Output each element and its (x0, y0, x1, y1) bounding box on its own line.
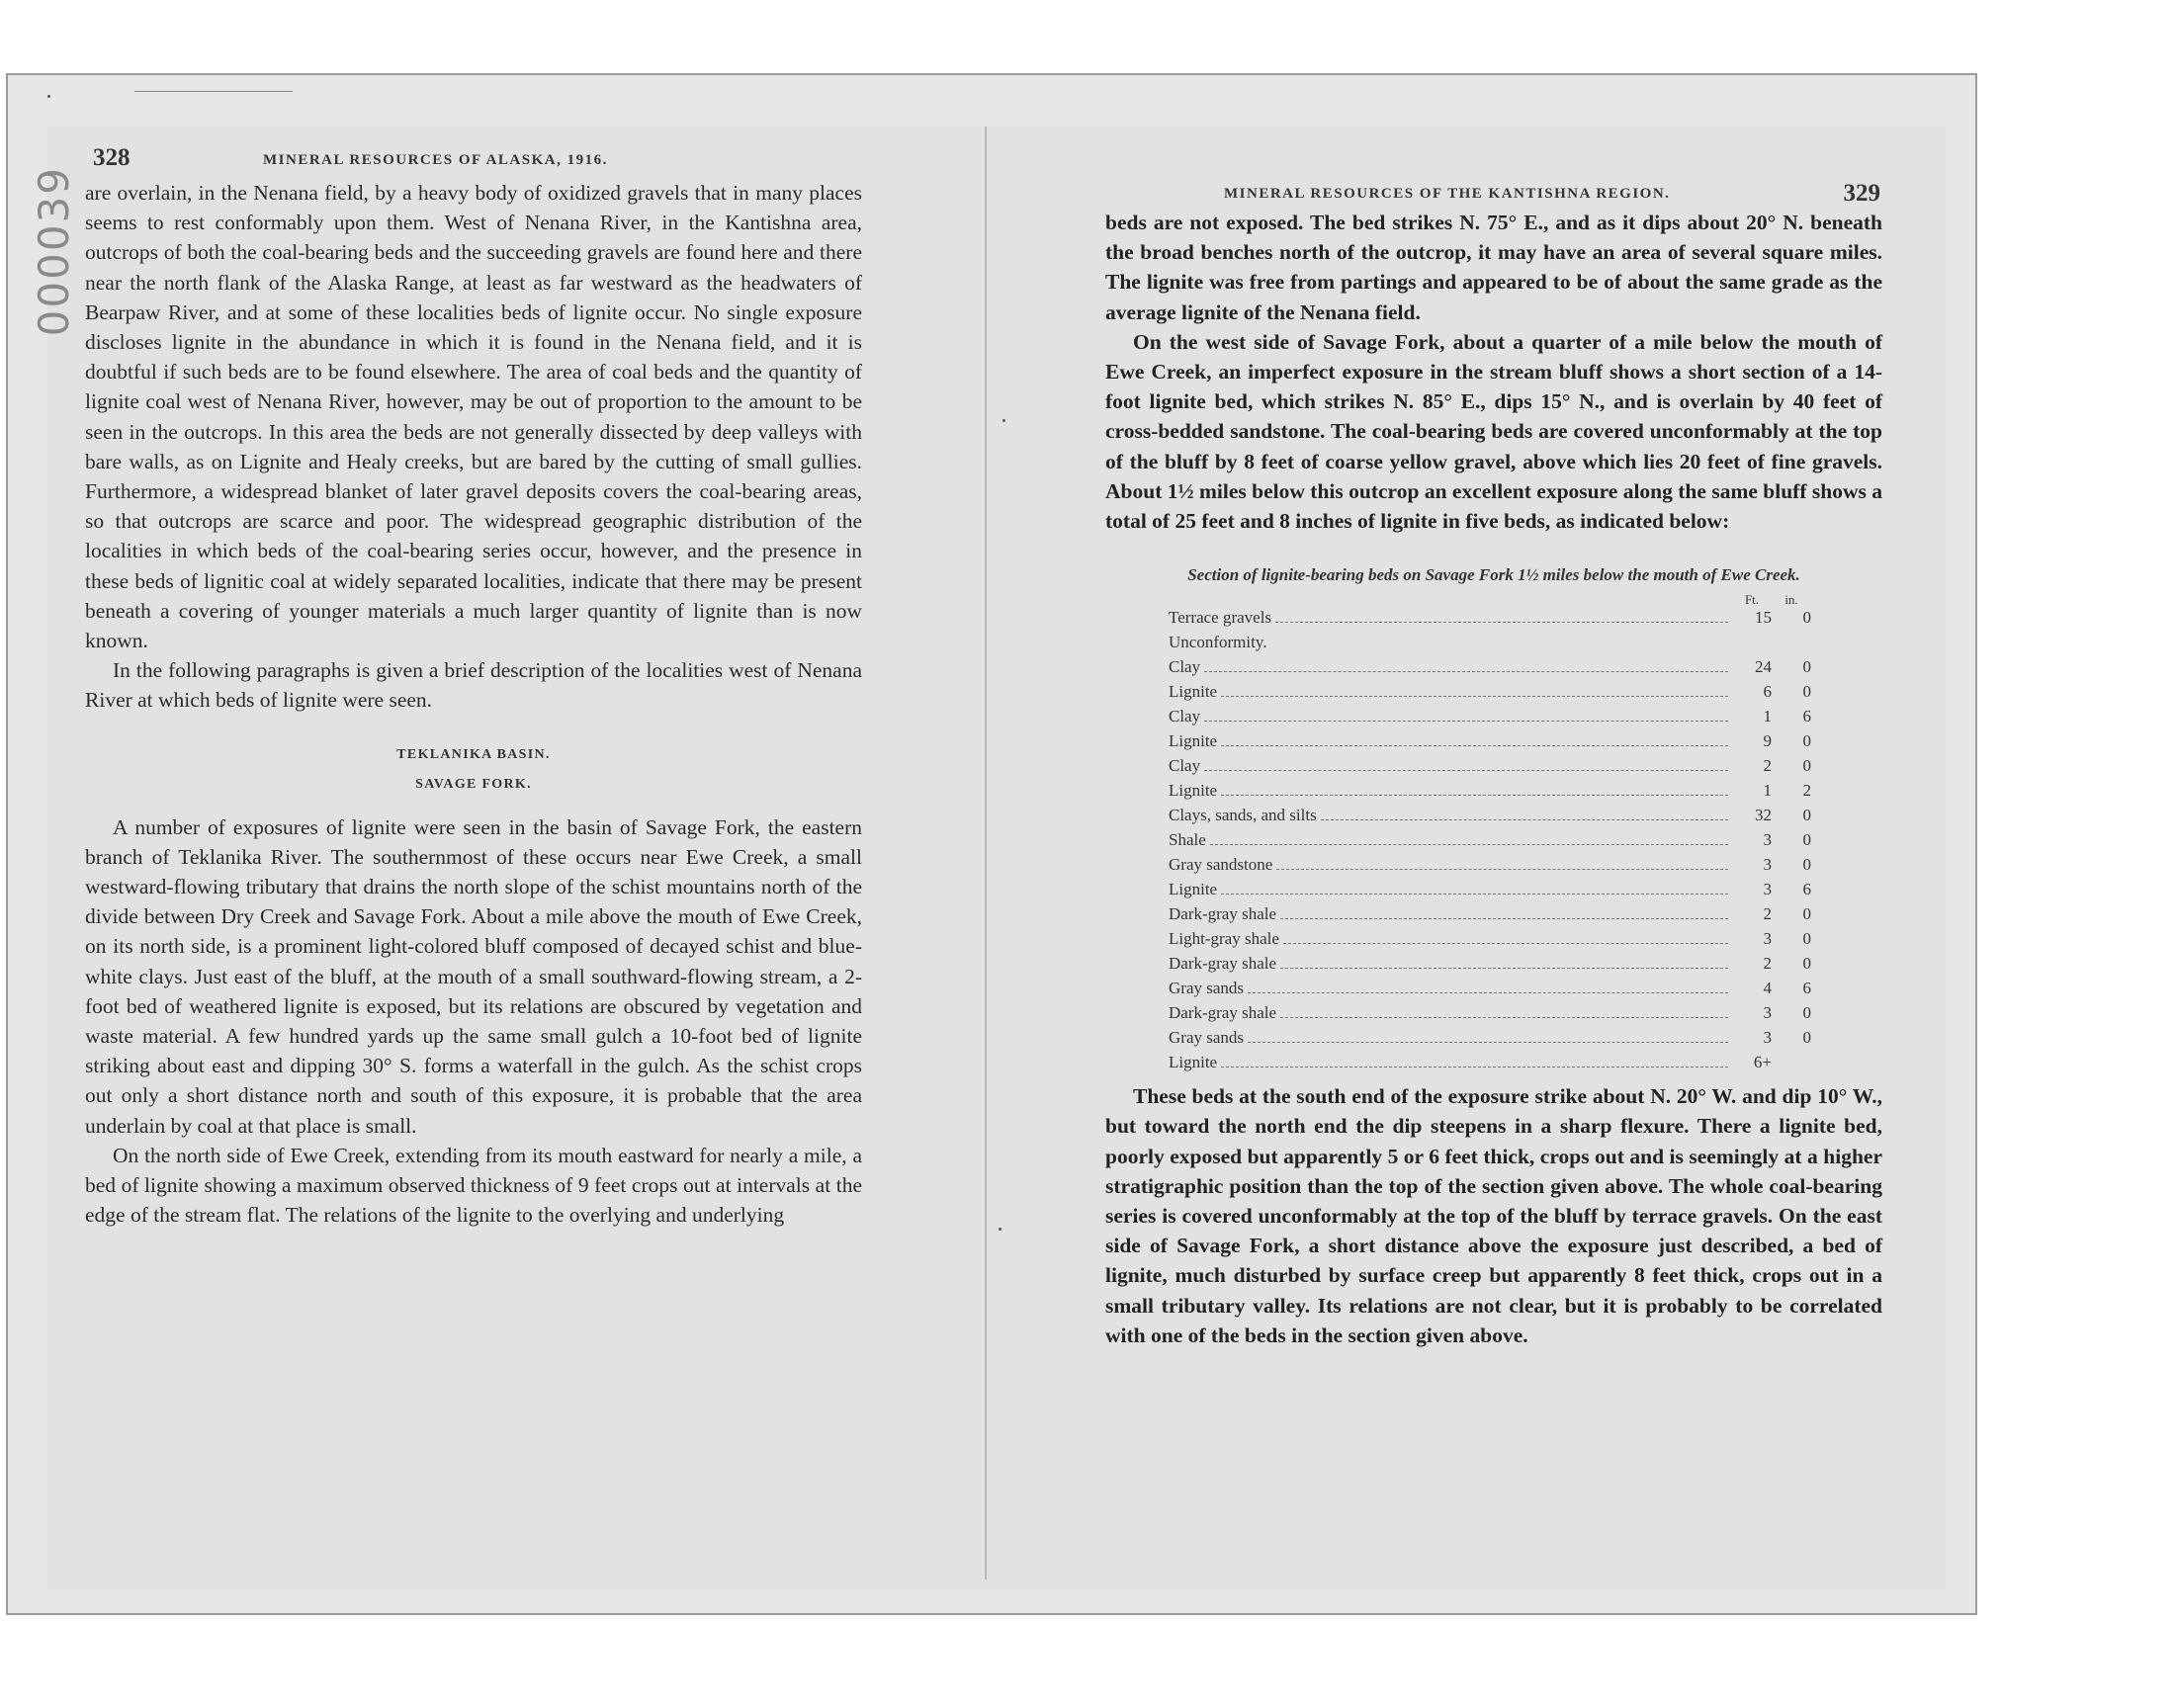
leader-dots (1221, 1067, 1728, 1068)
stratum-name: Clay (1169, 657, 1201, 677)
column-header-inches: in. (1784, 592, 1798, 608)
table-header (1169, 592, 1811, 608)
thickness-inches: 2 (1802, 781, 1811, 801)
thickness-feet: 24 (1755, 657, 1772, 677)
thickness-inches: 0 (1802, 608, 1811, 628)
table-row (1169, 880, 1811, 904)
stratum-name: Unconformity. (1169, 633, 1267, 652)
table-caption: Section of lignite-bearing beds on Savage Fork 1½ miles below the mouth of Ewe Creek. (1187, 565, 1800, 585)
table-row (1169, 682, 1811, 707)
stratum-name: Clay (1169, 707, 1201, 726)
stratum-name: Light-gray shale (1169, 929, 1279, 949)
paragraph: A number of exposures of lignite were seen in the basin of Savage Fork, the eastern branch of Teklanika River. The southernmost of these occurs near Ewe Creek, a small westward-flowing tributary that drains the north slope of the schist mountains north of the divide between Dry Creek and Savage Fork. About a mile above the mouth of Ewe Creek, on its north side, is a prominent light-colored bluff composed of decayed schist and blue-white clays. Just east of the bluff, at the mouth of a small southward-flowing stream, a 2-foot bed of weathered lignite is exposed, but its relations are obscured by vegetation and waste material. A few hundred yards up the same small gulch a 10-foot bed of lignite striking about east and dipping 30° S. forms a waterfall in the gulch. As the schist crops out only a short distance north and south of this exposure, it is probable that the area underlain by coal at that place is small. (85, 814, 862, 1138)
stratum-name: Lignite (1169, 1053, 1218, 1072)
thickness-feet: 6 (1763, 682, 1772, 702)
left-page (85, 138, 862, 1231)
stratum-name: Clays, sands, and silts (1169, 806, 1317, 825)
thickness-feet: 3 (1763, 1028, 1772, 1048)
thickness-feet: 2 (1763, 756, 1772, 776)
table-row (1169, 657, 1811, 682)
leader-dots (1248, 992, 1728, 993)
stratum-name: Dark-gray shale (1169, 954, 1277, 974)
leader-dots (1221, 894, 1728, 895)
stratum-name: Clay (1169, 756, 1201, 776)
leader-dots (1276, 869, 1728, 870)
leader-dots (1280, 968, 1728, 969)
table-row (1169, 1028, 1811, 1053)
leader-dots (1221, 795, 1728, 796)
page-number-right: 329 (1843, 180, 1880, 207)
thickness-inches: 0 (1802, 756, 1811, 776)
leader-dots (1248, 1042, 1728, 1043)
stratum-name: Terrace gravels (1169, 608, 1272, 628)
thickness-inches: 0 (1802, 657, 1811, 677)
thickness-feet: 6+ (1753, 1053, 1772, 1072)
table-row (1169, 781, 1811, 806)
thickness-feet: 15 (1755, 608, 1772, 628)
scan-mark-line (134, 91, 293, 92)
table-row (1169, 979, 1811, 1003)
leader-dots (1283, 943, 1728, 944)
left-running-head (85, 138, 862, 178)
right-page (1105, 168, 1882, 1350)
thickness-feet: 4 (1763, 979, 1772, 998)
thickness-inches: 6 (1802, 979, 1811, 998)
paragraph: On the west side of Savage Fork, about a quarter of a mile below the mouth of Ewe Creek, an imperfect exposure in the stream bluff shows a short section of a 14-foot lignite bed, which strikes N. 85° E., dips 15° N., and is overlain by 40 feet of cross-bedded sandstone. The coal-bearing beds are covered unconformably at the top of the bluff by 8 feet of coarse yellow gravel, above which lies 20 feet of fine gravels. About 1½ miles below this outcrop an excellent exposure along the same bluff shows a total of 25 feet and 8 inches of lignite in five beds, as indicated below: (1105, 329, 1882, 534)
stratum-name: Gray sands (1169, 979, 1245, 998)
scan-speck (1002, 419, 1005, 422)
stratum-name: Lignite (1169, 682, 1218, 702)
table-row (1169, 707, 1811, 731)
thickness-feet: 3 (1763, 855, 1772, 875)
table-row (1169, 756, 1811, 781)
stratigraphic-section-table (1169, 592, 1811, 1077)
section-heading: TEKLANIKA BASIN. (396, 746, 551, 762)
leader-dots (1221, 696, 1728, 697)
table-body (1169, 608, 1811, 1077)
paragraph: beds are not exposed. The bed strikes N. 75° E., and as it dips about 20° N. beneath the broad benches north of the outcrop, it may have an area of several square miles. The lignite was free from partings and appeared to be of about the same grade as the average lignite of the Nenana field. (1105, 211, 1882, 324)
stratum-name: Dark-gray shale (1169, 904, 1277, 924)
thickness-inches: 0 (1802, 806, 1811, 825)
table-row (1169, 904, 1811, 929)
thickness-inches: 0 (1802, 731, 1811, 751)
thickness-feet: 1 (1763, 781, 1772, 801)
stratum-name: Lignite (1169, 731, 1218, 751)
scan-speck (47, 95, 50, 98)
thickness-feet: 3 (1763, 929, 1772, 949)
leader-dots (1204, 671, 1728, 672)
page-number-left: 328 (93, 144, 130, 171)
thickness-inches: 0 (1802, 929, 1811, 949)
table-row (1169, 954, 1811, 979)
table-row (1169, 929, 1811, 954)
leader-dots (1280, 918, 1728, 919)
table-row (1169, 608, 1811, 633)
table-row (1169, 1003, 1811, 1028)
archive-margin-number: 000039 (30, 166, 78, 337)
paragraph: On the north side of Ewe Creek, extending from its mouth eastward for nearly a mile, a bed of lignite showing a maximum observed thickness of 9 feet crops out at intervals at the edge of the stream flat. The relations of the lignite to the overlying and underlying (85, 1143, 862, 1228)
leader-dots (1321, 819, 1728, 820)
thickness-feet: 2 (1763, 904, 1772, 924)
right-running-head (1105, 168, 1882, 208)
thickness-inches: 0 (1802, 1003, 1811, 1023)
table-row (1169, 1053, 1811, 1077)
thickness-inches: 0 (1802, 830, 1811, 850)
table-row (1169, 830, 1811, 855)
stratum-name: Dark-gray shale (1169, 1003, 1277, 1023)
thickness-feet: 3 (1763, 830, 1772, 850)
column-header-feet: Ft. (1744, 592, 1760, 608)
thickness-inches: 0 (1802, 682, 1811, 702)
thickness-inches: 6 (1802, 707, 1811, 726)
thickness-feet: 32 (1755, 806, 1772, 825)
subsection-heading: SAVAGE FORK. (415, 776, 532, 792)
stratum-name: Shale (1169, 830, 1206, 850)
paragraph: These beds at the south end of the exposure strike about N. 20° W. and dip 10° W., but toward the north end the dip steepens in a sharp flexure. There a lignite bed, poorly exposed but apparently 5 or 6 feet thick, crops out and is seemingly at a higher stratigraphic position than the top of the section given above. The whole coal-bearing series is covered unconformably at the top of the bluff by terrace gravels. On the east side of Savage Fork, a short distance above the exposure just described, a bed of lignite, much disturbed by surface creep but apparently 8 feet thick, crops out in a small tributary valley. Its relations are not clear, but it is probably to be correlated with one of the beds in the section given above. (1105, 1084, 1882, 1347)
stratum-name: Gray sands (1169, 1028, 1245, 1048)
table-row (1169, 731, 1811, 756)
thickness-feet: 9 (1763, 731, 1772, 751)
leader-dots (1204, 770, 1728, 771)
leader-dots (1280, 1017, 1728, 1018)
thickness-inches: 0 (1802, 954, 1811, 974)
thickness-inches: 6 (1802, 880, 1811, 899)
scan-speck (999, 1228, 1001, 1231)
paragraph: In the following paragraphs is given a brief description of the localities west of Nenana River at which beds of lignite were seen. (85, 658, 862, 713)
thickness-feet: 3 (1763, 1003, 1772, 1023)
stratum-name: Lignite (1169, 880, 1218, 899)
running-title-left: MINERAL RESOURCES OF ALASKA, 1916. (263, 152, 608, 168)
leader-dots (1275, 622, 1728, 623)
book-gutter (985, 127, 987, 1580)
thickness-feet: 2 (1763, 954, 1772, 974)
thickness-inches: 0 (1802, 1028, 1811, 1048)
table-row (1169, 806, 1811, 830)
leader-dots (1210, 844, 1728, 845)
thickness-feet: 3 (1763, 880, 1772, 899)
thickness-inches: 0 (1802, 904, 1811, 924)
stratum-name: Gray sandstone (1169, 855, 1273, 875)
stratum-name: Lignite (1169, 781, 1218, 801)
thickness-inches: 0 (1802, 855, 1811, 875)
leader-dots (1221, 745, 1728, 746)
table-row (1169, 855, 1811, 880)
paragraph: are overlain, in the Nenana field, by a heavy body of oxidized gravels that in many places seems to rest conformably upon them. West of Nenana River, in the Kantishna area, outcrops of both the coal-bearing beds and the succeeding gravels are found here and there near the north flank of the Alaska Range, at least as far westward as the headwaters of Bearpaw River, and at some of these localities beds of lignite occur. No single exposure discloses lignite in the abundance in which it is found in the Nenana field, and it is doubtful if such beds are to be found elsewhere. The area of coal beds and the quantity of lignite coal west of Nenana River, however, may be out of proportion to the amount to be seen in the outcrops. In this area the beds are not generally dissected by deep valleys with bare walls, as on Lignite and Healy creeks, but are bared by the cutting of small gullies. Furthermore, a widespread blanket of later gravel deposits covers the coal-bearing areas, so that outcrops are scarce and poor. The widespread geographic distribution of the localities in which beds of the coal-bearing series occur, however, and the presence in these beds of lignitic coal at widely separated localities, indicate that there may be present beneath a covering of younger materials a much larger quantity of lignite than is now known. (85, 181, 862, 653)
thickness-feet: 1 (1763, 707, 1772, 726)
running-title-right: MINERAL RESOURCES OF THE KANTISHNA REGION. (1224, 186, 1671, 202)
table-row (1169, 633, 1811, 657)
leader-dots (1204, 721, 1728, 722)
